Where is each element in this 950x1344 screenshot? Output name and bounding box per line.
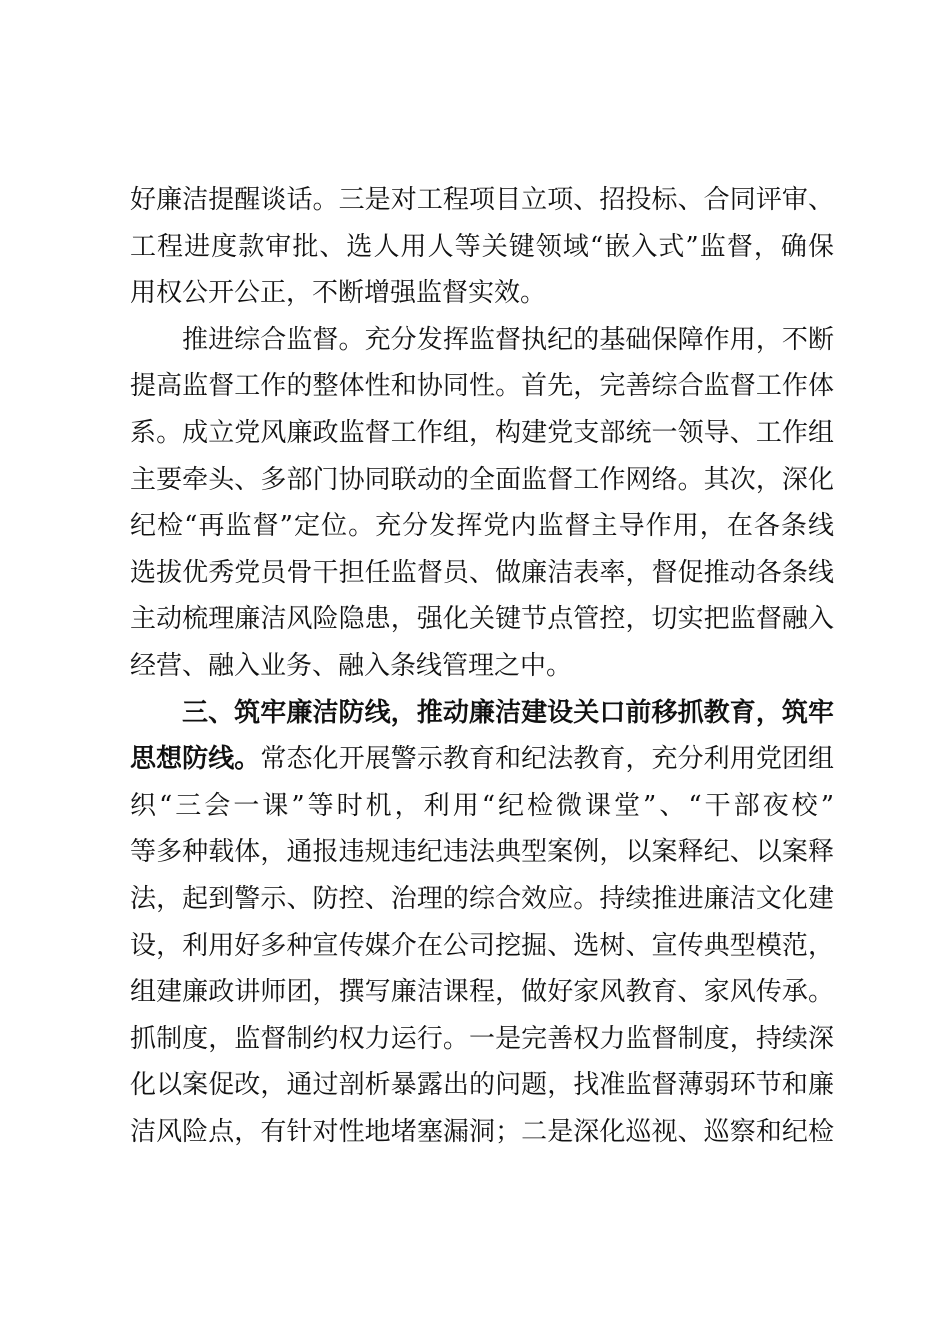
document-body — [130, 177, 834, 1155]
text-line: 用权公开公正，不断增强监督实效。 — [130, 278, 547, 309]
text-line: 纪检“再监督”定位。充分发挥党内监督主导作用，在各条线 — [130, 511, 834, 542]
text-line — [130, 736, 834, 783]
text-line: 提高监督工作的整体性和协同性。首先，完善综合监督工作体 — [130, 371, 834, 402]
text-line: 主动梳理廉洁风险隐患，强化关键节点管控，切实把监督融入 — [130, 604, 834, 635]
text-line: 织“三会一课”等时机，利用“纪检微课堂”、“干部夜校” — [130, 790, 834, 821]
text-line: 等多种载体，通报违规违纪违法典型案例，以案释纪、以案释 — [130, 837, 834, 868]
text-line: 抓制度，监督制约权力运行。一是完善权力监督制度，持续深 — [130, 1023, 834, 1054]
text-line: 组建廉政讲师团，撰写廉洁课程，做好家风教育、家风传承。 — [130, 977, 834, 1008]
text-line: 系。成立党风廉政监督工作组，构建党支部统一领导、工作组 — [130, 417, 834, 448]
section-heading-end: 思想防线。 — [130, 744, 261, 775]
text-line: 设，利用好多种宣传媒介在公司挖掘、选树、宣传典型模范， — [130, 930, 834, 961]
text-segment: 常态化开展警示教育和纪法教育，充分利用党团组 — [260, 744, 834, 775]
text-line: 好廉洁提醒谈话。三是对工程项目立项、招投标、合同评审、 — [130, 185, 834, 215]
paragraph-1 — [130, 177, 834, 317]
text-line: 推进综合监督。充分发挥监督执纪的基础保障作用，不断 — [182, 324, 834, 355]
text-line: 洁风险点，有针对性地堵塞漏洞；二是深化巡视、巡察和纪检 — [130, 1116, 834, 1147]
text-line: 经营、融入业务、融入条线管理之中。 — [130, 650, 573, 681]
paragraph-2 — [130, 317, 834, 690]
text-line: 选拔优秀党员骨干担任监督员、做廉洁表率，督促推动各条线 — [130, 557, 834, 588]
text-line: 主要牵头、多部门协同联动的全面监督工作网络。其次，深化 — [130, 464, 834, 495]
text-line: 工程进度款审批、选人用人等关键领域“嵌入式”监督，确保 — [130, 231, 834, 262]
text-line: 法，起到警示、防控、治理的综合效应。持续推进廉洁文化建 — [130, 883, 834, 914]
text-line: 化以案促改，通过剖析暴露出的问题，找准监督薄弱环节和廉 — [130, 1070, 834, 1101]
paragraph-3 — [130, 690, 834, 1156]
section-heading: 三、筑牢廉洁防线，推动廉洁建设关口前移抓教育，筑牢 — [182, 697, 834, 728]
